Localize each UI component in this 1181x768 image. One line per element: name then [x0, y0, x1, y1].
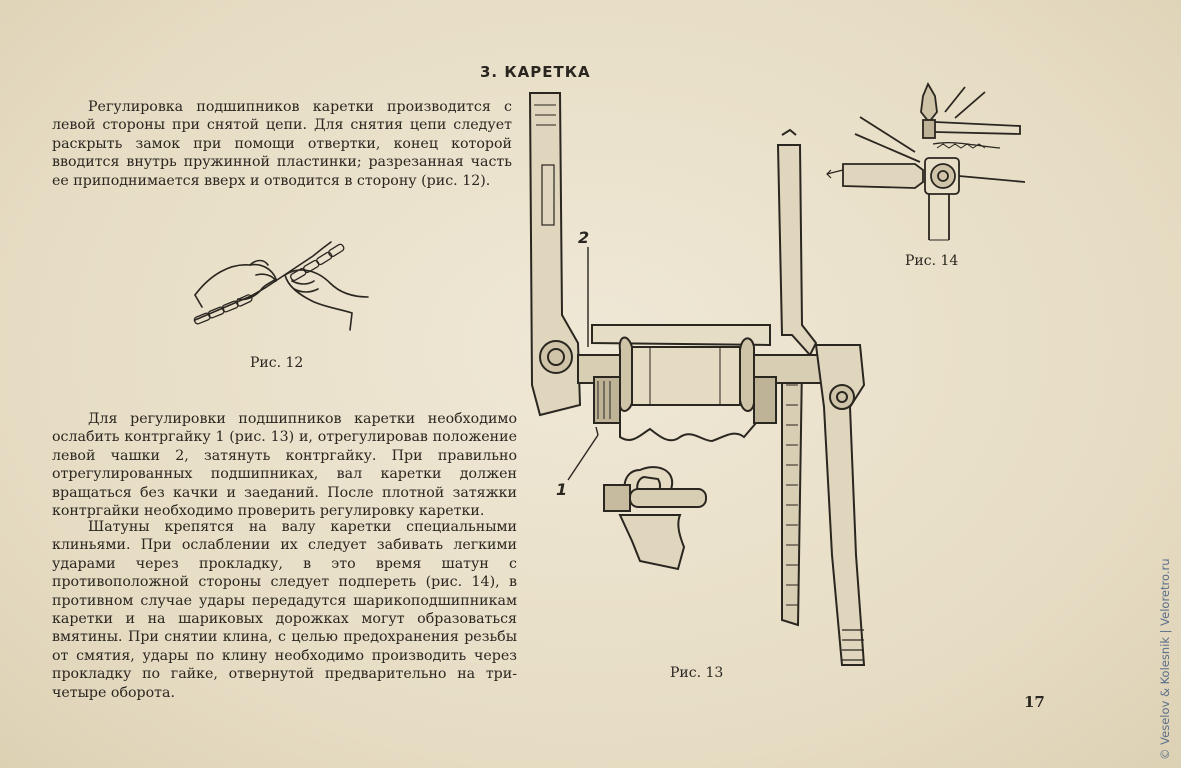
figure-14-crank-support-illustration: [825, 82, 1035, 242]
page-number: 17: [1024, 693, 1045, 711]
figure-13-caption: Рис. 13: [670, 665, 724, 681]
watermark-text: © Veselov & Kolesnik | Veloretro.ru: [1158, 558, 1172, 760]
figure-12-caption: Рис. 12: [250, 355, 304, 371]
figure-14-caption: Рис. 14: [905, 253, 959, 269]
section-heading: 3. КАРЕТКА: [480, 63, 591, 81]
figure-13-label-1: 1: [556, 480, 568, 499]
paragraph-crank-fixing: Шатуны крепятся на валу каретки специальными клиньями. При ослаблении их следует забивать легкими ударами через прокладку, в это время шатун с противоположной стороны следует подпереть (рис. 14), в противном случае удары передадутся шарикоподшипникам каретки и на шариковых дорожках могут образоваться вмятины. При снятии клина, с целью предохранения резьбы от смятия, удары по клину необходимо производить через прокладку по гайке, отвернутой предварительно на три-четыре оборота.: [52, 519, 517, 701]
paragraph-chain-removal: Регулировка подшипников каретки производится с левой стороны при снятой цепи. Для снятия цепи следует раскрыть замок при помощи отвертки, конец которой вводится внутрь пружинной пластинки; разрезанная часть ее приподнимается вверх и отводится в сторону (рис. 12).: [52, 99, 512, 189]
figure-13-bottom-bracket-illustration: [520, 85, 875, 670]
figure-12-chain-illustration: [190, 235, 380, 345]
paragraph-bearing-adjustment: Для регулировки подшипников каретки необходимо ослабить контргайку 1 (рис. 13) и, отрегулировав положение левой чашки 2, затянуть контргайку. При правильно отрегулированных подшипниках, вал каретки должен вращаться без качки и заеданий. После плотной затяжки контргайки необходимо проверить регулировку каретки.: [52, 411, 517, 520]
figure-13-label-2: 2: [578, 228, 590, 247]
